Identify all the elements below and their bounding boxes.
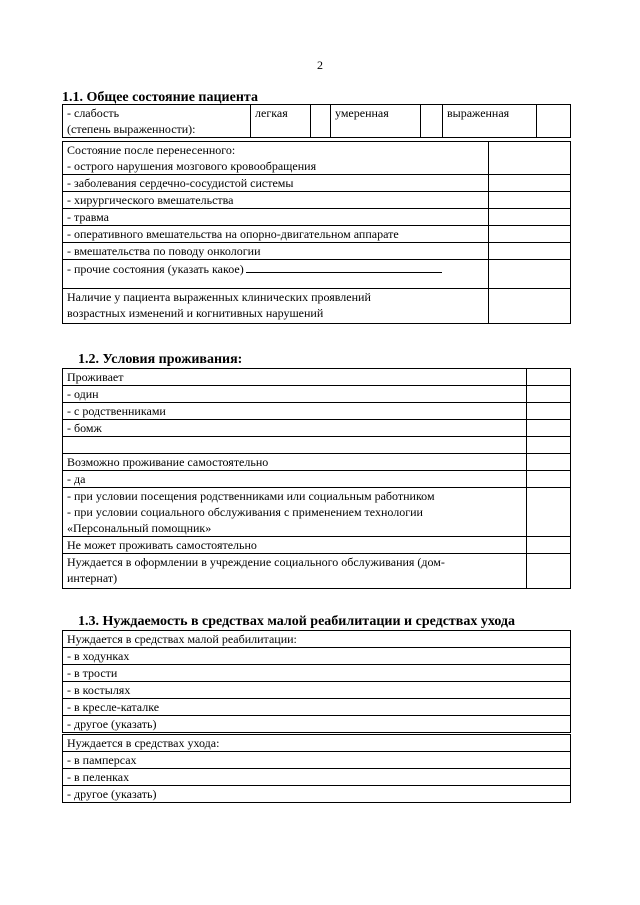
rehab-table	[62, 630, 571, 803]
age-changes-checkbox[interactable]	[489, 289, 571, 324]
condition-item: - хирургического вмешательства	[63, 192, 489, 209]
rehab-item[interactable]: - в трости	[63, 665, 571, 682]
other-conditions-input[interactable]	[246, 260, 442, 273]
with-visits-item: - при условии посещения родственниками или социальным работником	[63, 488, 527, 505]
weakness-table	[62, 104, 571, 138]
lives-header: Проживает	[63, 369, 527, 386]
age-changes-row: Наличие у пациента выраженных клинических проявлений возрастных изменений и когнитивных нарушений	[63, 289, 489, 324]
lives-checkbox[interactable]	[527, 403, 571, 420]
cannot-live-checkbox[interactable]	[527, 537, 571, 554]
condition-checkbox[interactable]	[489, 209, 571, 226]
rehab-item[interactable]: - в костылях	[63, 682, 571, 699]
weakness-moderate-label: умеренная	[331, 105, 421, 138]
lives-item: - с родственниками	[63, 403, 527, 420]
section-1-title: 1.1. Общее состояние пациента	[62, 90, 258, 105]
rehab-header: Нуждается в средствах малой реабилитации:	[63, 631, 571, 648]
condition-checkbox[interactable]	[489, 226, 571, 243]
weakness-severe-checkbox[interactable]	[537, 105, 571, 138]
condition-item: - оперативного вмешательства на опорно-двигательном аппарате	[63, 226, 489, 243]
condition-item: - заболевания сердечно-сосудистой системы	[63, 175, 489, 192]
section-2-title: 1.2. Условия проживания:	[78, 352, 243, 367]
empty-checkbox[interactable]	[527, 437, 571, 454]
can-live-header: Возможно проживание самостоятельно	[63, 454, 527, 471]
condition-checkbox[interactable]	[489, 192, 571, 209]
cannot-live-item: Не может проживать самостоятельно	[63, 537, 527, 554]
rehab-item[interactable]: - в кресле-каталке	[63, 699, 571, 716]
weakness-label: - слабость (степень выраженности):	[63, 105, 251, 138]
with-service-line2: «Персональный помощник»	[63, 520, 527, 537]
weakness-severe-label: выраженная	[443, 105, 537, 138]
care-header: Нуждается в средствах ухода:	[63, 734, 571, 752]
care-item[interactable]: - в памперсах	[63, 752, 571, 769]
care-item[interactable]: - в пеленках	[63, 769, 571, 786]
rehab-item[interactable]: - другое (указать)	[63, 716, 571, 734]
other-conditions-label: - прочие состояния (указать какое)	[67, 262, 244, 276]
with-visits-checkbox[interactable]	[527, 488, 571, 537]
section-3-title: 1.3. Нуждаемость в средствах малой реабилитации и средствах ухода	[78, 614, 516, 629]
lives-checkbox[interactable]	[527, 420, 571, 437]
yes-checkbox[interactable]	[527, 471, 571, 488]
condition-checkbox[interactable]	[489, 243, 571, 260]
lives-item: - бомж	[63, 420, 527, 437]
needs-institution-row: Нуждается в оформлении в учреждение социального обслуживания (дом- интернат)	[63, 554, 527, 589]
condition-item: - вмешательства по поводу онкологии	[63, 243, 489, 260]
empty-row	[63, 437, 527, 454]
living-table	[62, 368, 571, 589]
condition-item: - острого нарушения мозгового кровообращения	[63, 158, 489, 175]
other-conditions-row	[63, 260, 489, 289]
with-service-line1: - при условии социального обслуживания с применением технологии	[63, 504, 527, 520]
condition-checkbox[interactable]	[489, 175, 571, 192]
weakness-moderate-checkbox[interactable]	[421, 105, 443, 138]
can-live-checkbox[interactable]	[527, 454, 571, 471]
lives-checkbox[interactable]	[527, 386, 571, 403]
weakness-mild-checkbox[interactable]	[311, 105, 331, 138]
conditions-header-checkbox[interactable]	[489, 142, 571, 175]
page-number: 2	[317, 58, 323, 72]
needs-institution-checkbox[interactable]	[527, 554, 571, 589]
yes-item: - да	[63, 471, 527, 488]
rehab-item[interactable]: - в ходунках	[63, 648, 571, 665]
condition-item: - травма	[63, 209, 489, 226]
lives-header-checkbox[interactable]	[527, 369, 571, 386]
lives-item: - один	[63, 386, 527, 403]
conditions-table	[62, 141, 571, 324]
other-conditions-checkbox[interactable]	[489, 260, 571, 289]
conditions-header: Состояние после перенесенного:	[63, 142, 489, 159]
weakness-mild-label: легкая	[251, 105, 311, 138]
care-item[interactable]: - другое (указать)	[63, 786, 571, 803]
